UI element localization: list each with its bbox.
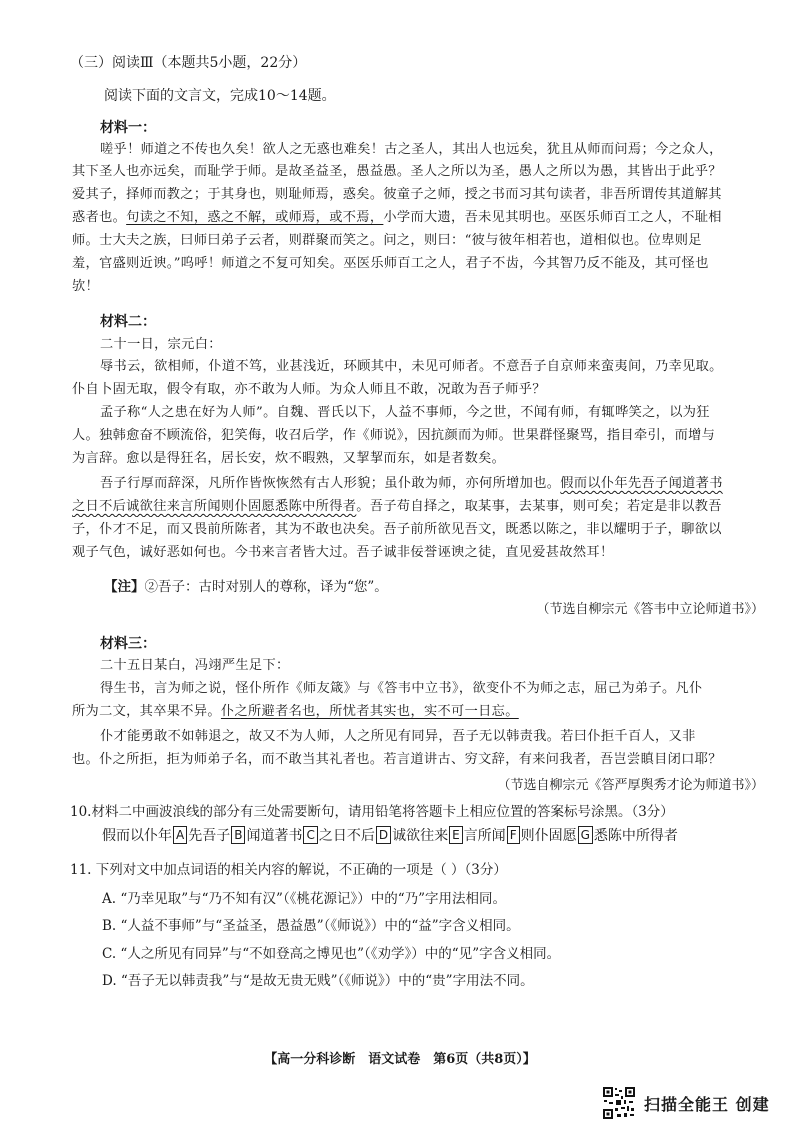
q10-segment: 假而以仆年 <box>102 828 172 844</box>
scanner-watermark-text: 扫描全能王 创建 <box>644 1094 770 1114</box>
material2-heading: 材料二： <box>100 314 156 330</box>
q10-segment: 悉陈中所得者 <box>593 828 678 844</box>
q11-option-d[interactable]: D. “吾子无以韩责我”与“是故无贵无贱”（《师说》）中的“贵”字用法不同。 <box>102 973 534 989</box>
q11-option-c[interactable]: C. “人之所见有同异”与“不如登高之博见也”（《劝学》）中的“见”字含义相同。 <box>102 946 561 962</box>
material2-line: 为言辞。愈以是得狂名，居长安，炊不暇熟，又挈挈而东，如是者数矣。 <box>72 451 506 466</box>
material3-line: 仆才能勇敢不如韩退之，故又不为人师，人之所见有同异，吾子无以韩责我。若曰仆拒千百人，又非 <box>100 729 696 744</box>
q10-option-box[interactable]: E <box>449 826 463 844</box>
q10-option-box[interactable]: D <box>376 826 391 844</box>
material1-line: 欤！ <box>72 279 100 294</box>
wavy-underlined-passage: 之日不后诚欲往来言所闻则仆固愿悉陈中所得者 <box>72 499 357 514</box>
q10-segment: 言所闻 <box>463 828 506 844</box>
material3-line: 也。仆之所拒，拒为师弟子名，而不敢当其礼者也。若言道讲古、穷文辞，有来问我者，吾岂尝瞋目闭口耶？ <box>72 752 722 767</box>
material1-line <box>72 208 762 228</box>
material1-line: 其下圣人也亦远矣，而耻学于师。是故圣益圣，愚益愚。圣人之所以为圣，愚人之所以为愚，其皆出于此乎？ <box>72 164 722 179</box>
underlined-sentence: 句读之不知，惑之不解，或师焉，或不焉， <box>126 210 384 225</box>
wavy-underlined-passage: 假而以仆年先吾子闻道著书 <box>560 476 723 491</box>
note-label: 【注】 <box>104 579 145 595</box>
q10-segment: 先吾子 <box>188 828 231 844</box>
material2-text: 。吾子苟自择之，取某事，去某事，则可矣；若定是非以教吾 <box>356 499 722 514</box>
material2-line: 人。独韩愈奋不顾流俗，犯笑侮，收召后学，作《师说》，因抗颜而为师。世果群怪聚骂，指目牵引，而增与 <box>72 428 716 443</box>
material1-text: 惑者也。 <box>72 210 127 225</box>
question-11: 11. 下列对文中加点词语的相关内容的解说，不正确的一项是（ ）（3分） <box>70 862 507 878</box>
material1-line: 羞，官盛则近谀。”呜呼！师道之不复可知矣。巫医乐师百工之人，君子不齿，今其智乃反不能及，其可怪也 <box>72 256 709 271</box>
material1-heading: 材料一： <box>100 120 156 136</box>
material2-line <box>100 474 762 494</box>
material3-source: （节选自柳宗元《答严厚舆秀才论为师道书》） <box>497 778 764 793</box>
material1-line: 嗟乎！师道之不传也久矣！欲人之无惑也难矣！古之圣人，其出人也远矣，犹且从师而问焉；今之众人， <box>100 142 723 157</box>
material2-source: （节选自柳宗元《答韦中立论师道书》） <box>536 602 764 617</box>
material3-line: 得生书，言为师之说，怪仆所作《师友箴》与《答韦中立书》，欲变仆不为师之志，屈己为弟子。凡仆 <box>100 681 703 696</box>
underlined-sentence: 仆之所避者名也，所忧者其实也，实不可一日忘。 <box>220 704 519 719</box>
q11-option-b[interactable]: B. “人益不事师”与“圣益圣，愚益愚”（《师说》）中的“益”字含义相同。 <box>102 918 520 934</box>
q10-segment: 之日不后 <box>318 828 375 844</box>
material2-text: 吾子行厚而辞深，凡所作皆恢恢然有古人形貌；虽仆敢为师，亦何所增加也。 <box>100 476 561 491</box>
q10-option-box[interactable]: G <box>578 826 593 844</box>
q10-option-box[interactable]: F <box>507 826 520 844</box>
material2-line: 孟子称“人之患在好为人师”。自魏、晋氏以下，人益不事师，今之世，不闻有师，有辄哗笑之，以为狂 <box>100 405 710 420</box>
material3-line <box>72 702 762 722</box>
q10-segment: 诚欲往来 <box>392 828 449 844</box>
q10-option-box[interactable]: A <box>173 826 187 844</box>
material1-line: 爱其子，择师而教之；于其身也，则耻师焉，惑矣。彼童子之师，授之书而习其句读者，非吾所谓传其道解其 <box>72 187 722 202</box>
qr-code-icon <box>602 1086 636 1120</box>
material2-line: 二十一日，宗元白： <box>100 337 222 352</box>
page-footer: 【高一分科诊断 语文试卷 第6页（共8页）】 <box>264 1052 536 1067</box>
material2-line: 辱书云，欲相师，仆道不笃，业甚浅近，环顾其中，未见可师者。不意吾子自京师来蛮夷间，乃幸见取。 <box>100 359 723 374</box>
note-text: ②吾子：古时对别人的尊称，译为“您”。 <box>144 579 388 595</box>
material3-text: 所为二文，其卒果不异。 <box>72 704 221 719</box>
material3-heading: 材料三： <box>100 636 156 652</box>
section-instruction: 阅读下面的文言文，完成10～14题。 <box>104 88 336 104</box>
q10-answer-row <box>102 825 678 845</box>
section-title: （三）阅读Ⅲ（本题共5小题，22分） <box>70 55 307 71</box>
question-10: 10.材料二中画波浪线的部分有三处需要断句，请用铅笔将答题卡上相应位置的答案标号涂黑。（3分） <box>70 804 674 820</box>
q11-option-a[interactable]: A. “乃幸见取”与“乃不知有汉”（《桃花源记》）中的“乃”字用法相同。 <box>102 891 506 907</box>
material2-line: 子，仆才不足，而又畏前所陈者，其为不敢也决矣。吾子前所欲见吾文，既悉以陈之，非以耀明于子，聊欲以 <box>72 522 722 537</box>
q10-option-box[interactable]: C <box>303 826 317 844</box>
material1-line: 师。士大夫之族，曰师曰弟子云者，则群聚而笑之。问之，则曰：“彼与彼年相若也，道相似也。位卑则足 <box>72 233 702 248</box>
q10-segment: 则仆固愿 <box>520 828 577 844</box>
material2-line: 观子气色，诚好恶如何也。今书来言者皆大过。吾子诚非佞誉诬谀之徒，直见爱甚故然耳！ <box>72 545 614 560</box>
q10-option-box[interactable]: B <box>231 826 245 844</box>
material2-line <box>72 497 762 517</box>
material3-line: 二十五日某白，冯翊严生足下： <box>100 658 290 673</box>
q10-segment: 闻道著书 <box>246 828 303 844</box>
material2-note <box>104 575 388 595</box>
material1-text: 小学而大遗，吾未见其明也。巫医乐师百工之人，不耻相 <box>383 210 722 225</box>
material2-line: 仆自卜固无取，假令有取，亦不敢为人师。为众人师且不敢，况敢为吾子师乎？ <box>72 382 546 397</box>
scanner-watermark <box>602 1086 770 1120</box>
